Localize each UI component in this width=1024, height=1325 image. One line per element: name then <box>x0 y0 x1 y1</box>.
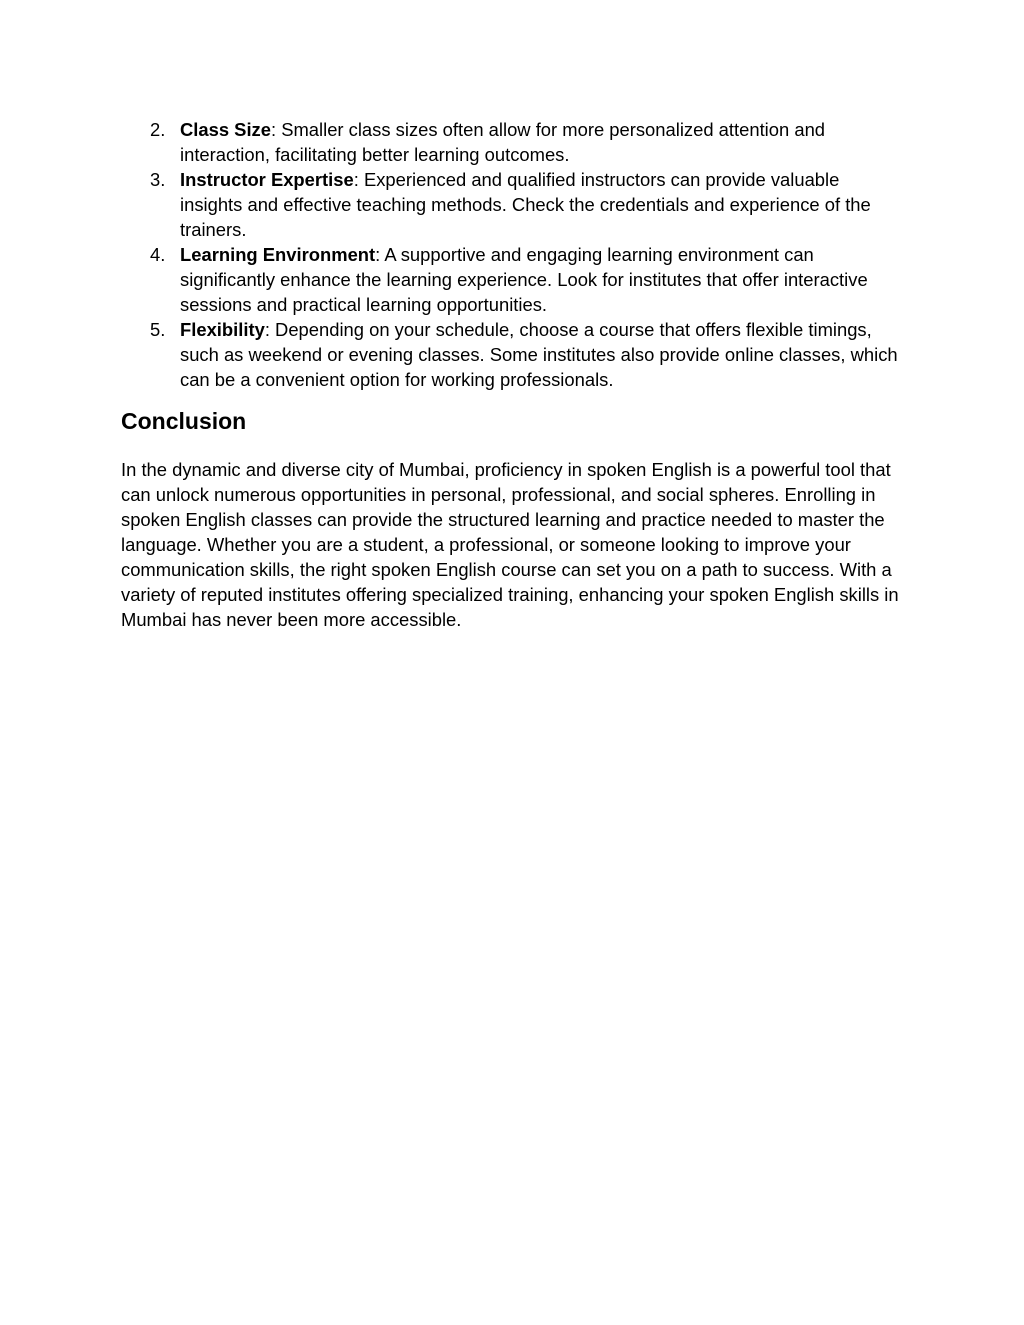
list-item-flexibility <box>121 317 904 392</box>
list-item-number: 2. <box>150 119 166 140</box>
conclusion-heading: Conclusion <box>121 408 247 434</box>
list-item-text: : Experienced and qualified instructors can provide valuable insights and effective teaching methods. Check the credentials and experience of the trainers. <box>180 169 871 240</box>
list-item-text: : Smaller class sizes often allow for more personalized attention and interaction, facilitating better learning outcomes. <box>180 119 826 165</box>
list-item-number: 3. <box>150 169 166 190</box>
list-item-label: Instructor Expertise <box>180 169 354 190</box>
list-item-label: Class Size <box>180 119 271 140</box>
list-item-class-size <box>121 117 904 167</box>
list-item-learning-environment <box>121 242 904 317</box>
list-item-number: 5. <box>150 319 166 340</box>
list-item-number: 4. <box>150 244 166 265</box>
list-item-text: : Depending on your schedule, choose a course that offers flexible timings, such as weekend or evening classes. Some institutes also provide online classes, which can be a convenient option for working professionals. <box>180 319 898 390</box>
list-item-label: Flexibility <box>180 319 265 340</box>
list-item-label: Learning Environment <box>180 244 376 265</box>
list-item-text: : A supportive and engaging learning environment can significantly enhance the learning experience. Look for institutes that offer interactive sessions and practical learning opportunities. <box>180 244 868 315</box>
numbered-list <box>121 117 904 392</box>
conclusion-paragraph: In the dynamic and diverse city of Mumbai, proficiency in spoken English is a powerful tool that can unlock numerous opportunities in personal, professional, and social spheres. Enrolling in spoken English classes can provide the structured learning and practice needed to master the language. Whether you are a student, a professional, or someone looking to improve your communication skills, the right spoken English course can set you on a path to success. With a variety of reputed institutes offering specialized training, enhancing your spoken English skills in Mumbai has never been more accessible. <box>121 459 899 630</box>
list-item-instructor-expertise <box>121 167 904 242</box>
